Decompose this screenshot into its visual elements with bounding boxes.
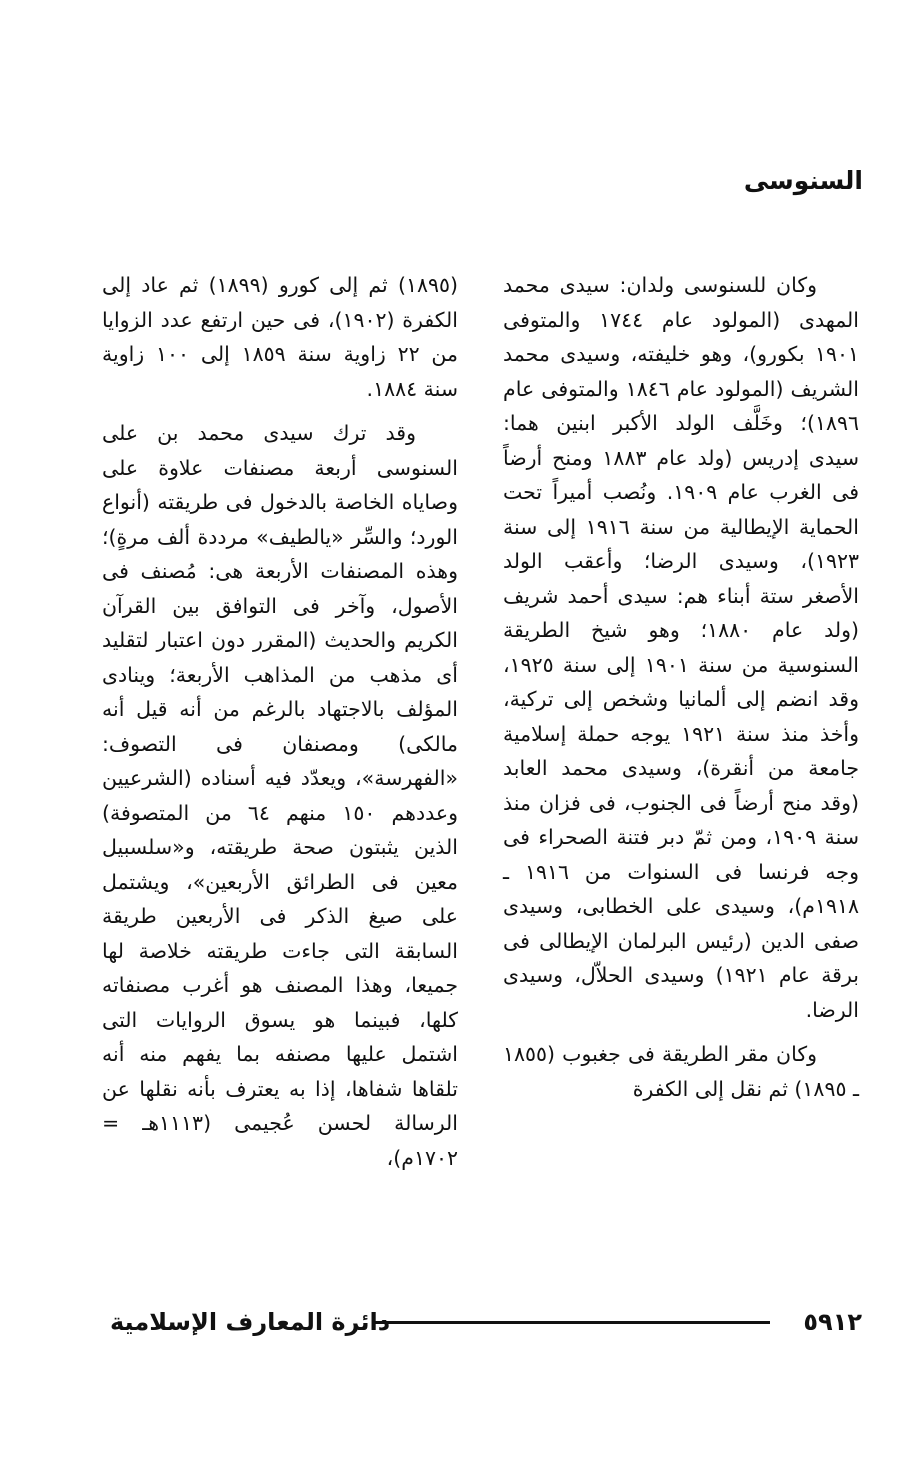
paragraph-continuation: (١٨٩٥) ثم إلى كورو (١٨٩٩) ثم عاد إلى الكفرة (١٩٠٢)، فى حين ارتفع عدد الزوايا من ٢٢ زاوية سنة ١٨٥٩ إلى ١٠٠ زاوية سنة ١٨٨٤. <box>102 273 459 401</box>
left-column <box>102 268 458 1185</box>
page-footer <box>110 1302 862 1342</box>
journal-title: دائرة المعارف الإسلامية <box>110 1308 391 1336</box>
right-column <box>503 268 859 1116</box>
page-number: ٥٩١٢ <box>803 1308 862 1336</box>
running-title: السنوسى <box>743 166 863 195</box>
footer-divider <box>372 1321 770 1324</box>
paragraph: وقد ترك سيدى محمد بن على السنوسى أربعة مصنفات علاوة على وصاياه الخاصة بالدخول فى طريقته (أنواع الورد؛ والسِّر «يالطيف» مرددة ألف مرةٍ)؛ وهذه المصنفات الأربعة هى: مُصنف فى الأصول، وآخر فى التوافق بين القرآن الكريم والحديث (المقرر دون اعتبار لتقليد أى مذهب من المذاهب الأربعة؛ وينادى المؤلف بالاجتهاد بالرغم من أنه قيل أنه مالكى) ومصنفان فى التصوف: «الفهرسة»، ويعدّد فيه أسناده (الشرعيين وعددهم ١٥٠ منهم ٦٤ من المتصوفة) الذين يثبتون صحة طريقته، و«سلسبيل معين فى الطرائق الأربعين»، ويشتمل على صيغ الذكر فى الأربعين طريقة السابقة التى جاءت طريقته خلاصة لها جميعا، وهذا المصنف هو أغرب مصنفاته كلها، فبينما هو يسوق الروايات التى اشتمل عليها مصنفه بما يفهم منه أنه تلقاها شفاها، إذا به يعترف بأنه نقلها عن الرسالة لحسن عُجيمى (١١١٣هـ = ١٧٠٢م)، <box>102 421 458 1170</box>
paragraph: وكان مقر الطريقة فى جغبوب (١٨٥٥ ـ ١٨٩٥) ثم نقل إلى الكفرة <box>503 1042 859 1101</box>
paragraph: وكان للسنوسى ولدان: سيدى محمد المهدى (المولود عام ١٧٤٤ والمتوفى ١٩٠١ بكورو)، وهو خليفته، وسيدى محمد الشريف (المولود عام ١٨٤٦ والمتوفى عام ١٨٩٦)؛ وخَلَّف الولد الأكبر ابنين هما: سيدى إدريس (ولد عام ١٨٨٣ ومنح أرضاً فى الغرب عام ١٩٠٩. ونُصب أميراً تحت الحماية الإيطالية من سنة ١٩١٦ إلى سنة ١٩٢٣)، وسيدى الرضا؛ وأعقب الولد الأصغر ستة أبناء هم: سيدى أحمد شريف (ولد عام ١٨٨٠؛ وهو شيخ الطريقة السنوسية من سنة ١٩٠١ إلى سنة ١٩٢٥، وقد انضم إلى ألمانيا وشخص إلى تركية، وأخذ منذ سنة ١٩٢١ يوجه حملة إسلامية جامعة من أنقرة)، وسيدى محمد العابد (وقد منح أرضاً فى الجنوب، فى فزان منذ سنة ١٩٠٩، ومن ثمّ دبر فتنة الصحراء فى وجه فرنسا فى السنوات من ١٩١٦ ـ ١٩١٨م)، وسيدى على الخطابى، وسيدى صفى الدين (رئيس البرلمان الإيطالى فى برقة عام ١٩٢١) وسيدى الحلاّل، وسيدى الرضا. <box>503 273 860 1022</box>
